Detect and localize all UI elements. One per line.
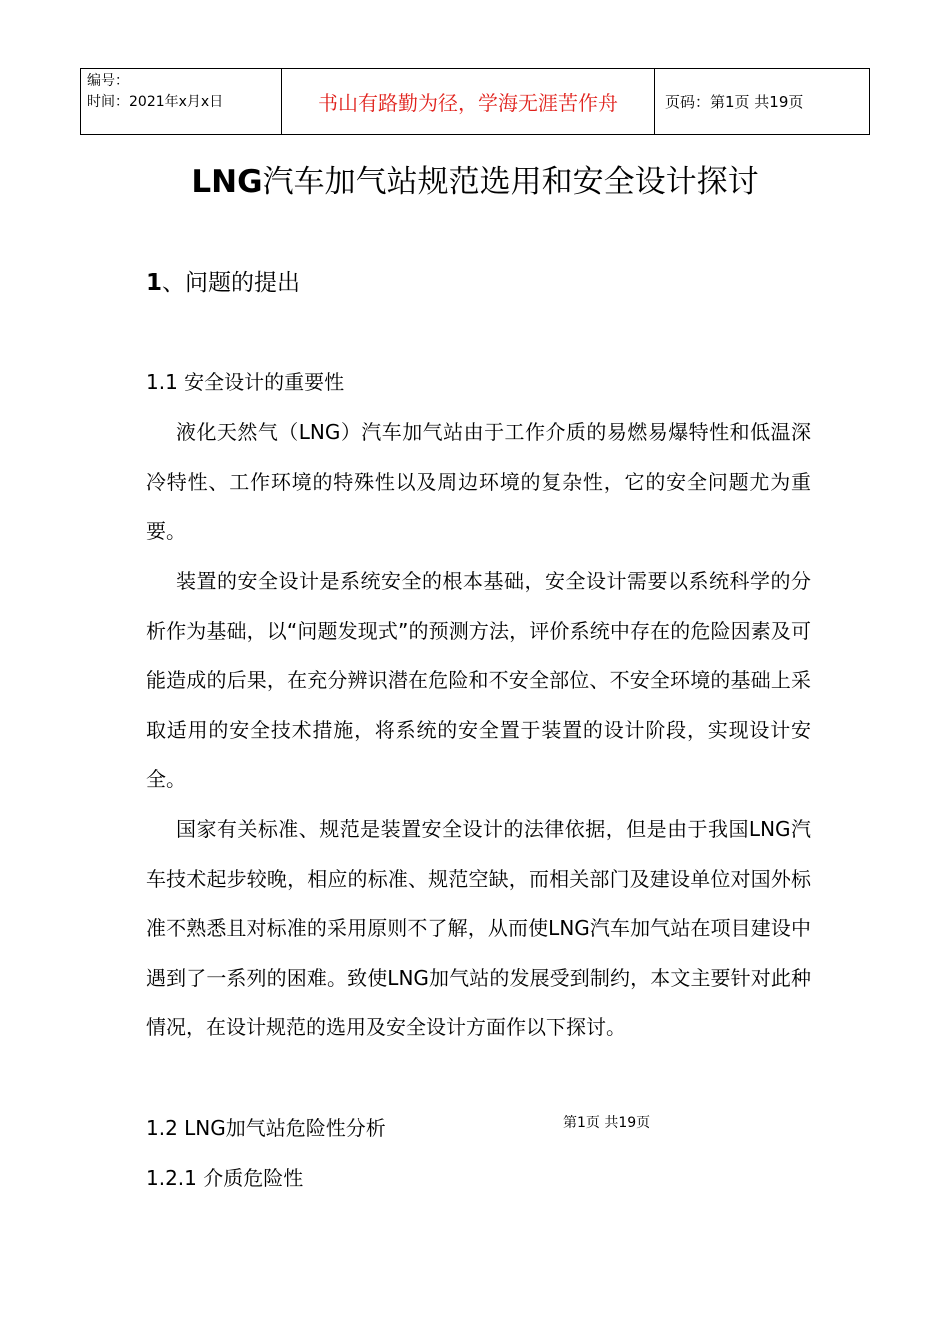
section-1-title: 、问题的提出 [162, 270, 301, 296]
code-label: 编号： [87, 73, 129, 89]
page-footer: 第1页 共19页 [563, 1115, 651, 1131]
paragraph: 国家有关标准、规范是装置安全设计的法律依据，但是由于我国LNG汽车技术起步较晚，相应的标准、规范空缺，而相关部门及建设单位对国外标准不熟悉且对标准的采用原则不了解，从而使LNG汽车加气站在项目建设中遇到了一系列的困难。致使LNG加气站的发展受到制约，本文主要针对此种情况，在设计规范的选用及安全设计方面作以下探讨。 [146, 817, 811, 1039]
title-rest: 汽车加气站规范选用和安全设计探讨 [262, 164, 759, 200]
header-info-cell [81, 69, 282, 134]
time-label: 时间：2021年x月x日 [87, 94, 224, 110]
section-1-number: 1 [146, 270, 163, 296]
header-page-cell [655, 69, 869, 134]
header-motto-cell [282, 69, 655, 134]
paragraph: 装置的安全设计是系统安全的根本基础，安全设计需要以系统科学的分析作为基础，以“问题发现式”的预测方法，评价系统中存在的危险因素及可能造成的后果，在充分辨识潜在危险和不安全部位、不安全环境的基础上采取适用的安全技术措施，将系统的安全置于装置的设计阶段，实现设计安全。 [146, 569, 811, 791]
section-1-2-heading: 1.2 LNG加气站危险性分析 [146, 1116, 386, 1140]
motto-text: 书山有路勤为径，学海无涯苦作舟 [318, 91, 618, 115]
document-title [0, 160, 950, 204]
section-1-1-heading: 1.1 安全设计的重要性 [146, 370, 345, 394]
title-prefix: LNG [191, 164, 263, 200]
paragraph: 液化天然气（LNG）汽车加气站由于工作介质的易燃易爆特性和低温深冷特性、工作环境的特殊性以及周边环境的复杂性，它的安全问题尤为重要。 [146, 420, 811, 543]
header-table [80, 68, 870, 135]
page-info: 页码：第1页 共19页 [665, 93, 804, 111]
section-1-heading [146, 266, 300, 300]
section-1-2-1-heading: 1.2.1 介质危险性 [146, 1166, 304, 1190]
